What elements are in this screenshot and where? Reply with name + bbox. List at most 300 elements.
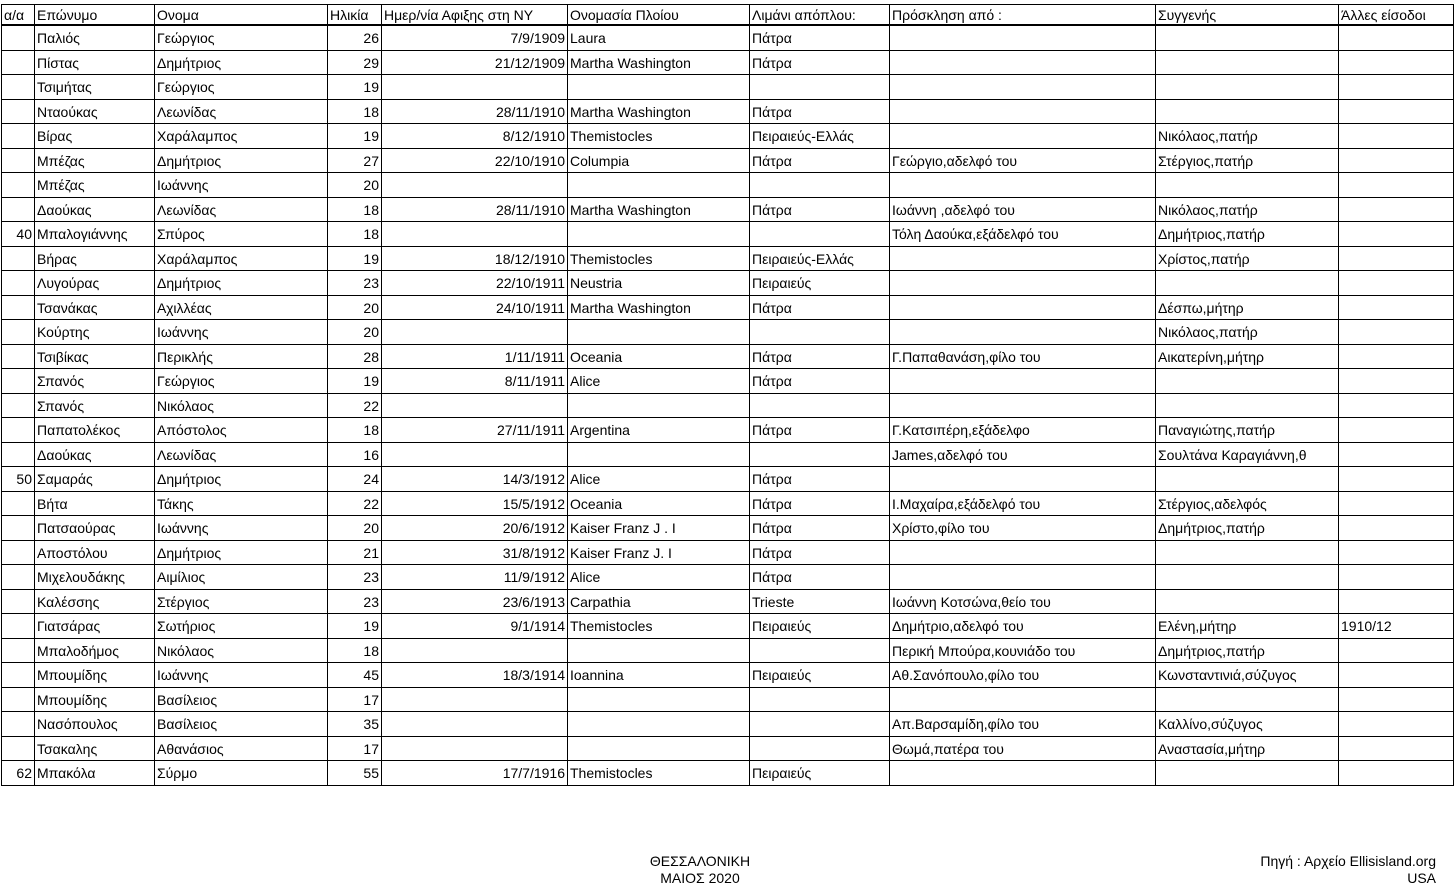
cell-arrival-date: 28/11/1910 bbox=[382, 99, 568, 124]
cell-departure-port: Πάτρα bbox=[750, 99, 890, 124]
cell-first-name: Λεωνίδας bbox=[155, 442, 328, 467]
cell-other-entries bbox=[1339, 246, 1454, 271]
cell-ship-name: Carpathia bbox=[568, 589, 750, 614]
cell-relative bbox=[1156, 565, 1339, 590]
footer-date: ΜΑΙΟΣ 2020 bbox=[660, 870, 740, 886]
header-arrival-date: Ημερ/νία Αφιξης στη ΝΥ bbox=[382, 5, 568, 26]
cell-departure-port: Πειραιεύς bbox=[750, 271, 890, 296]
cell-surname: Μπαλογιάννης bbox=[35, 222, 155, 247]
cell-aa bbox=[2, 516, 35, 541]
cell-age: 16 bbox=[328, 442, 382, 467]
cell-first-name: Σωτήριος bbox=[155, 614, 328, 639]
cell-first-name: Γεώργιος bbox=[155, 369, 328, 394]
cell-first-name: Νικόλαος bbox=[155, 393, 328, 418]
cell-surname: Μπουμίδης bbox=[35, 687, 155, 712]
cell-invited-by: Ιωάννη Κοτσώνα,θείο του bbox=[890, 589, 1156, 614]
cell-age: 18 bbox=[328, 418, 382, 443]
cell-surname: Νασόπουλος bbox=[35, 712, 155, 737]
footer-country: USA bbox=[1407, 870, 1436, 886]
cell-surname: Κούρτης bbox=[35, 320, 155, 345]
emigrant-table bbox=[1, 4, 1454, 786]
cell-first-name: Λεωνίδας bbox=[155, 197, 328, 222]
cell-first-name: Δημήτριος bbox=[155, 271, 328, 296]
cell-invited-by: Τόλη Δαούκα,εξάδελφό του bbox=[890, 222, 1156, 247]
cell-relative: Καλλίνο,σύζυγος bbox=[1156, 712, 1339, 737]
cell-surname: Παλιός bbox=[35, 25, 155, 50]
cell-invited-by bbox=[890, 761, 1156, 786]
cell-arrival-date: 7/9/1909 bbox=[382, 25, 568, 50]
cell-ship-name: Martha Washington bbox=[568, 295, 750, 320]
cell-aa bbox=[2, 687, 35, 712]
cell-arrival-date: 18/12/1910 bbox=[382, 246, 568, 271]
cell-first-name: Γεώργιος bbox=[155, 25, 328, 50]
table-row bbox=[2, 467, 1454, 492]
cell-first-name: Αχιλλέας bbox=[155, 295, 328, 320]
cell-first-name: Βασίλειος bbox=[155, 687, 328, 712]
cell-arrival-date bbox=[382, 173, 568, 198]
cell-departure-port bbox=[750, 222, 890, 247]
cell-first-name: Σπύρος bbox=[155, 222, 328, 247]
cell-aa bbox=[2, 246, 35, 271]
cell-ship-name bbox=[568, 712, 750, 737]
cell-relative: Αναστασία,μήτηρ bbox=[1156, 736, 1339, 761]
header-aa: α/α bbox=[2, 5, 35, 26]
cell-first-name: Γεώργιος bbox=[155, 75, 328, 100]
cell-departure-port bbox=[750, 736, 890, 761]
cell-departure-port: Πάτρα bbox=[750, 491, 890, 516]
cell-surname: Σαμαράς bbox=[35, 467, 155, 492]
cell-other-entries bbox=[1339, 75, 1454, 100]
cell-invited-by: Θωμά,πατέρα του bbox=[890, 736, 1156, 761]
cell-ship-name bbox=[568, 442, 750, 467]
cell-age: 22 bbox=[328, 491, 382, 516]
cell-aa bbox=[2, 589, 35, 614]
cell-relative: Δέσπω,μήτηρ bbox=[1156, 295, 1339, 320]
cell-ship-name bbox=[568, 687, 750, 712]
cell-surname: Παπατολέκος bbox=[35, 418, 155, 443]
cell-arrival-date: 9/1/1914 bbox=[382, 614, 568, 639]
cell-invited-by bbox=[890, 565, 1156, 590]
cell-departure-port: Πάτρα bbox=[750, 369, 890, 394]
cell-first-name: Δημήτριος bbox=[155, 467, 328, 492]
cell-surname: Μπέζας bbox=[35, 173, 155, 198]
cell-surname: Πατσαούρας bbox=[35, 516, 155, 541]
cell-age: 18 bbox=[328, 222, 382, 247]
cell-aa bbox=[2, 50, 35, 75]
table-row bbox=[2, 271, 1454, 296]
cell-first-name: Αθανάσιος bbox=[155, 736, 328, 761]
cell-invited-by bbox=[890, 540, 1156, 565]
table-row bbox=[2, 687, 1454, 712]
cell-relative: Σουλτάνα Καραγιάννη,θ bbox=[1156, 442, 1339, 467]
cell-ship-name bbox=[568, 736, 750, 761]
cell-invited-by bbox=[890, 50, 1156, 75]
cell-ship-name: Alice bbox=[568, 369, 750, 394]
cell-arrival-date bbox=[382, 687, 568, 712]
cell-aa bbox=[2, 614, 35, 639]
table-row bbox=[2, 75, 1454, 100]
cell-first-name: Βασίλειος bbox=[155, 712, 328, 737]
cell-surname: Μπέζας bbox=[35, 148, 155, 173]
cell-relative: Παναγιώτης,πατήρ bbox=[1156, 418, 1339, 443]
cell-age: 19 bbox=[328, 124, 382, 149]
cell-invited-by bbox=[890, 173, 1156, 198]
cell-departure-port bbox=[750, 442, 890, 467]
cell-relative: Δημήτριος,πατήρ bbox=[1156, 222, 1339, 247]
cell-other-entries bbox=[1339, 516, 1454, 541]
header-first-name: Ονομα bbox=[155, 5, 328, 26]
cell-aa bbox=[2, 393, 35, 418]
cell-surname: Βήρας bbox=[35, 246, 155, 271]
cell-departure-port bbox=[750, 687, 890, 712]
cell-age: 19 bbox=[328, 614, 382, 639]
cell-first-name: Στέργιος bbox=[155, 589, 328, 614]
table-row bbox=[2, 736, 1454, 761]
cell-aa bbox=[2, 442, 35, 467]
cell-aa bbox=[2, 320, 35, 345]
cell-relative bbox=[1156, 369, 1339, 394]
cell-invited-by bbox=[890, 393, 1156, 418]
cell-first-name: Νικόλαος bbox=[155, 638, 328, 663]
cell-first-name: Σύρμο bbox=[155, 761, 328, 786]
table-row bbox=[2, 418, 1454, 443]
cell-arrival-date: 22/10/1911 bbox=[382, 271, 568, 296]
cell-relative: Νικόλαος,πατήρ bbox=[1156, 124, 1339, 149]
cell-ship-name: Neustria bbox=[568, 271, 750, 296]
cell-arrival-date bbox=[382, 393, 568, 418]
table-body bbox=[2, 25, 1454, 785]
cell-ship-name bbox=[568, 393, 750, 418]
cell-surname: Τσιβίκας bbox=[35, 344, 155, 369]
table-row bbox=[2, 638, 1454, 663]
cell-aa bbox=[2, 99, 35, 124]
cell-surname: Βίρας bbox=[35, 124, 155, 149]
cell-other-entries bbox=[1339, 25, 1454, 50]
cell-aa bbox=[2, 565, 35, 590]
table-row bbox=[2, 344, 1454, 369]
cell-relative bbox=[1156, 761, 1339, 786]
cell-invited-by bbox=[890, 295, 1156, 320]
table-row bbox=[2, 50, 1454, 75]
cell-ship-name: Martha Washington bbox=[568, 197, 750, 222]
cell-first-name: Δημήτριος bbox=[155, 540, 328, 565]
cell-first-name: Δημήτριος bbox=[155, 50, 328, 75]
cell-surname: Καλέσσης bbox=[35, 589, 155, 614]
cell-surname: Μπαλοδήμος bbox=[35, 638, 155, 663]
cell-other-entries bbox=[1339, 442, 1454, 467]
cell-age: 18 bbox=[328, 99, 382, 124]
cell-ship-name: Oceania bbox=[568, 344, 750, 369]
cell-arrival-date bbox=[382, 736, 568, 761]
cell-aa bbox=[2, 369, 35, 394]
cell-surname: Νταούκας bbox=[35, 99, 155, 124]
cell-surname: Γιατσάρας bbox=[35, 614, 155, 639]
cell-age: 20 bbox=[328, 516, 382, 541]
cell-aa bbox=[2, 736, 35, 761]
cell-age: 27 bbox=[328, 148, 382, 173]
cell-arrival-date: 23/6/1913 bbox=[382, 589, 568, 614]
cell-invited-by bbox=[890, 124, 1156, 149]
cell-arrival-date: 24/10/1911 bbox=[382, 295, 568, 320]
cell-age: 55 bbox=[328, 761, 382, 786]
cell-departure-port: Πάτρα bbox=[750, 295, 890, 320]
table-row bbox=[2, 442, 1454, 467]
cell-ship-name: Oceania bbox=[568, 491, 750, 516]
cell-invited-by bbox=[890, 320, 1156, 345]
cell-departure-port: Πάτρα bbox=[750, 148, 890, 173]
cell-arrival-date: 22/10/1910 bbox=[382, 148, 568, 173]
cell-surname: Τσακαλης bbox=[35, 736, 155, 761]
cell-aa bbox=[2, 124, 35, 149]
cell-aa bbox=[2, 418, 35, 443]
cell-invited-by bbox=[890, 271, 1156, 296]
cell-first-name: Ιωάννης bbox=[155, 173, 328, 198]
cell-departure-port: Πάτρα bbox=[750, 418, 890, 443]
cell-age: 18 bbox=[328, 638, 382, 663]
cell-ship-name bbox=[568, 320, 750, 345]
cell-arrival-date: 15/5/1912 bbox=[382, 491, 568, 516]
cell-departure-port: Πάτρα bbox=[750, 565, 890, 590]
cell-relative bbox=[1156, 393, 1339, 418]
cell-aa bbox=[2, 173, 35, 198]
cell-ship-name: Martha Washington bbox=[568, 50, 750, 75]
cell-age: 23 bbox=[328, 271, 382, 296]
cell-ship-name: Columpia bbox=[568, 148, 750, 173]
cell-arrival-date: 8/12/1910 bbox=[382, 124, 568, 149]
cell-other-entries bbox=[1339, 467, 1454, 492]
table-row bbox=[2, 124, 1454, 149]
cell-aa bbox=[2, 663, 35, 688]
cell-arrival-date: 28/11/1910 bbox=[382, 197, 568, 222]
cell-other-entries bbox=[1339, 173, 1454, 198]
cell-relative bbox=[1156, 540, 1339, 565]
cell-surname: Λυγούρας bbox=[35, 271, 155, 296]
cell-age: 21 bbox=[328, 540, 382, 565]
cell-first-name: Δημήτριος bbox=[155, 148, 328, 173]
cell-age: 23 bbox=[328, 565, 382, 590]
cell-invited-by: Αθ.Σανόπουλο,φίλο του bbox=[890, 663, 1156, 688]
cell-other-entries bbox=[1339, 712, 1454, 737]
cell-other-entries bbox=[1339, 393, 1454, 418]
footer-source-text: Πηγή : Αρχείο Ellisisland.org bbox=[1260, 853, 1436, 869]
cell-relative bbox=[1156, 467, 1339, 492]
cell-invited-by bbox=[890, 246, 1156, 271]
cell-first-name: Απόστολος bbox=[155, 418, 328, 443]
cell-ship-name bbox=[568, 75, 750, 100]
cell-first-name: Ιωάννης bbox=[155, 663, 328, 688]
cell-aa bbox=[2, 75, 35, 100]
cell-other-entries bbox=[1339, 565, 1454, 590]
cell-other-entries bbox=[1339, 99, 1454, 124]
cell-age: 35 bbox=[328, 712, 382, 737]
cell-invited-by bbox=[890, 687, 1156, 712]
cell-arrival-date: 14/3/1912 bbox=[382, 467, 568, 492]
cell-arrival-date bbox=[382, 442, 568, 467]
table-row bbox=[2, 761, 1454, 786]
cell-first-name: Τάκης bbox=[155, 491, 328, 516]
table-row bbox=[2, 663, 1454, 688]
cell-invited-by: Γ.Κατσιπέρη,εξάδελφο bbox=[890, 418, 1156, 443]
cell-departure-port: Πάτρα bbox=[750, 197, 890, 222]
cell-surname: Αποστόλου bbox=[35, 540, 155, 565]
header-row bbox=[2, 5, 1454, 26]
cell-aa bbox=[2, 197, 35, 222]
cell-invited-by: Γεώργιο,αδελφό του bbox=[890, 148, 1156, 173]
cell-aa bbox=[2, 638, 35, 663]
cell-surname: Μπακόλα bbox=[35, 761, 155, 786]
cell-ship-name: Alice bbox=[568, 467, 750, 492]
cell-age: 20 bbox=[328, 320, 382, 345]
cell-aa: 40 bbox=[2, 222, 35, 247]
cell-relative bbox=[1156, 25, 1339, 50]
cell-departure-port: Πειραιεύς-Ελλάς bbox=[750, 124, 890, 149]
cell-invited-by: Ιωάννη ,αδελφό του bbox=[890, 197, 1156, 222]
cell-ship-name bbox=[568, 222, 750, 247]
table-row bbox=[2, 295, 1454, 320]
cell-relative: Κωνσταντινιά,σύζυγος bbox=[1156, 663, 1339, 688]
table-row bbox=[2, 197, 1454, 222]
cell-departure-port: Πειραιεύς-Ελλάς bbox=[750, 246, 890, 271]
cell-arrival-date: 18/3/1914 bbox=[382, 663, 568, 688]
cell-surname: Δαούκας bbox=[35, 442, 155, 467]
header-departure-port: Λιμάνι απόπλου: bbox=[750, 5, 890, 26]
cell-surname: Τσανάκας bbox=[35, 295, 155, 320]
cell-departure-port: Trieste bbox=[750, 589, 890, 614]
cell-departure-port: Πάτρα bbox=[750, 516, 890, 541]
cell-ship-name: Martha Washington bbox=[568, 99, 750, 124]
cell-aa: 50 bbox=[2, 467, 35, 492]
cell-surname: Τσιμήτας bbox=[35, 75, 155, 100]
cell-first-name: Χαράλαμπος bbox=[155, 246, 328, 271]
cell-departure-port: Πειραιεύς bbox=[750, 761, 890, 786]
cell-age: 17 bbox=[328, 736, 382, 761]
table-row bbox=[2, 222, 1454, 247]
cell-arrival-date bbox=[382, 638, 568, 663]
cell-other-entries bbox=[1339, 687, 1454, 712]
cell-age: 29 bbox=[328, 50, 382, 75]
cell-arrival-date: 31/8/1912 bbox=[382, 540, 568, 565]
cell-other-entries bbox=[1339, 369, 1454, 394]
cell-ship-name: Themistocles bbox=[568, 124, 750, 149]
cell-aa bbox=[2, 271, 35, 296]
cell-aa: 62 bbox=[2, 761, 35, 786]
cell-ship-name: Argentina bbox=[568, 418, 750, 443]
footer-place-date bbox=[600, 853, 800, 887]
table-row bbox=[2, 491, 1454, 516]
header-surname: Επώνυμο bbox=[35, 5, 155, 26]
cell-arrival-date: 1/11/1911 bbox=[382, 344, 568, 369]
cell-ship-name bbox=[568, 173, 750, 198]
cell-invited-by bbox=[890, 25, 1156, 50]
cell-other-entries bbox=[1339, 491, 1454, 516]
cell-departure-port bbox=[750, 173, 890, 198]
table-row bbox=[2, 540, 1454, 565]
cell-relative: Χρίστος,πατήρ bbox=[1156, 246, 1339, 271]
cell-relative bbox=[1156, 173, 1339, 198]
header-relative: Συγγενής bbox=[1156, 5, 1339, 26]
cell-aa bbox=[2, 25, 35, 50]
cell-arrival-date: 8/11/1911 bbox=[382, 369, 568, 394]
cell-age: 20 bbox=[328, 173, 382, 198]
cell-age: 19 bbox=[328, 75, 382, 100]
cell-ship-name: Themistocles bbox=[568, 614, 750, 639]
cell-departure-port bbox=[750, 393, 890, 418]
cell-age: 23 bbox=[328, 589, 382, 614]
table-row bbox=[2, 589, 1454, 614]
cell-age: 19 bbox=[328, 246, 382, 271]
cell-age: 18 bbox=[328, 197, 382, 222]
cell-invited-by: Περική Μπούρα,κουνιάδο του bbox=[890, 638, 1156, 663]
cell-invited-by: Χρίστο,φίλο του bbox=[890, 516, 1156, 541]
cell-invited-by: James,αδελφό του bbox=[890, 442, 1156, 467]
cell-aa bbox=[2, 295, 35, 320]
header-invited-by: Πρόσκληση από : bbox=[890, 5, 1156, 26]
cell-surname: Σπανός bbox=[35, 393, 155, 418]
cell-arrival-date: 20/6/1912 bbox=[382, 516, 568, 541]
cell-other-entries bbox=[1339, 540, 1454, 565]
cell-surname: Βήτα bbox=[35, 491, 155, 516]
cell-departure-port: Πειραιεύς bbox=[750, 663, 890, 688]
table-row bbox=[2, 393, 1454, 418]
cell-other-entries bbox=[1339, 663, 1454, 688]
table-row bbox=[2, 148, 1454, 173]
cell-departure-port: Πάτρα bbox=[750, 25, 890, 50]
cell-arrival-date bbox=[382, 712, 568, 737]
cell-departure-port: Πάτρα bbox=[750, 540, 890, 565]
cell-surname: Σπανός bbox=[35, 369, 155, 394]
cell-other-entries bbox=[1339, 589, 1454, 614]
cell-surname: Πίστας bbox=[35, 50, 155, 75]
table-row bbox=[2, 246, 1454, 271]
cell-departure-port: Πάτρα bbox=[750, 467, 890, 492]
table-row bbox=[2, 712, 1454, 737]
cell-arrival-date: 21/12/1909 bbox=[382, 50, 568, 75]
cell-age: 22 bbox=[328, 393, 382, 418]
cell-first-name: Ιωάννης bbox=[155, 516, 328, 541]
cell-invited-by bbox=[890, 99, 1156, 124]
cell-other-entries bbox=[1339, 148, 1454, 173]
table-row bbox=[2, 173, 1454, 198]
cell-departure-port: Πάτρα bbox=[750, 50, 890, 75]
cell-other-entries bbox=[1339, 418, 1454, 443]
cell-invited-by bbox=[890, 75, 1156, 100]
cell-departure-port: Πάτρα bbox=[750, 344, 890, 369]
cell-ship-name: Alice bbox=[568, 565, 750, 590]
cell-age: 45 bbox=[328, 663, 382, 688]
cell-relative: Νικόλαος,πατήρ bbox=[1156, 320, 1339, 345]
cell-relative: Δημήτριος,πατήρ bbox=[1156, 516, 1339, 541]
cell-arrival-date: 11/9/1912 bbox=[382, 565, 568, 590]
cell-relative bbox=[1156, 271, 1339, 296]
cell-first-name: Περικλής bbox=[155, 344, 328, 369]
cell-first-name: Χαράλαμπος bbox=[155, 124, 328, 149]
cell-invited-by: Γ.Παπαθανάση,φίλο του bbox=[890, 344, 1156, 369]
header-other-entries: Άλλες είσοδοι bbox=[1339, 5, 1454, 26]
cell-relative bbox=[1156, 50, 1339, 75]
cell-aa bbox=[2, 491, 35, 516]
cell-other-entries: 1910/12 bbox=[1339, 614, 1454, 639]
cell-surname: Μιχελουδάκης bbox=[35, 565, 155, 590]
cell-departure-port bbox=[750, 712, 890, 737]
table-row bbox=[2, 369, 1454, 394]
cell-departure-port: Πειραιεύς bbox=[750, 614, 890, 639]
footer-source bbox=[1260, 853, 1436, 887]
cell-other-entries bbox=[1339, 222, 1454, 247]
cell-relative: Αικατερίνη,μήτηρ bbox=[1156, 344, 1339, 369]
cell-invited-by: Δημήτριο,αδελφό του bbox=[890, 614, 1156, 639]
cell-invited-by: Απ.Βαρσαμίδη,φίλο του bbox=[890, 712, 1156, 737]
cell-arrival-date bbox=[382, 320, 568, 345]
